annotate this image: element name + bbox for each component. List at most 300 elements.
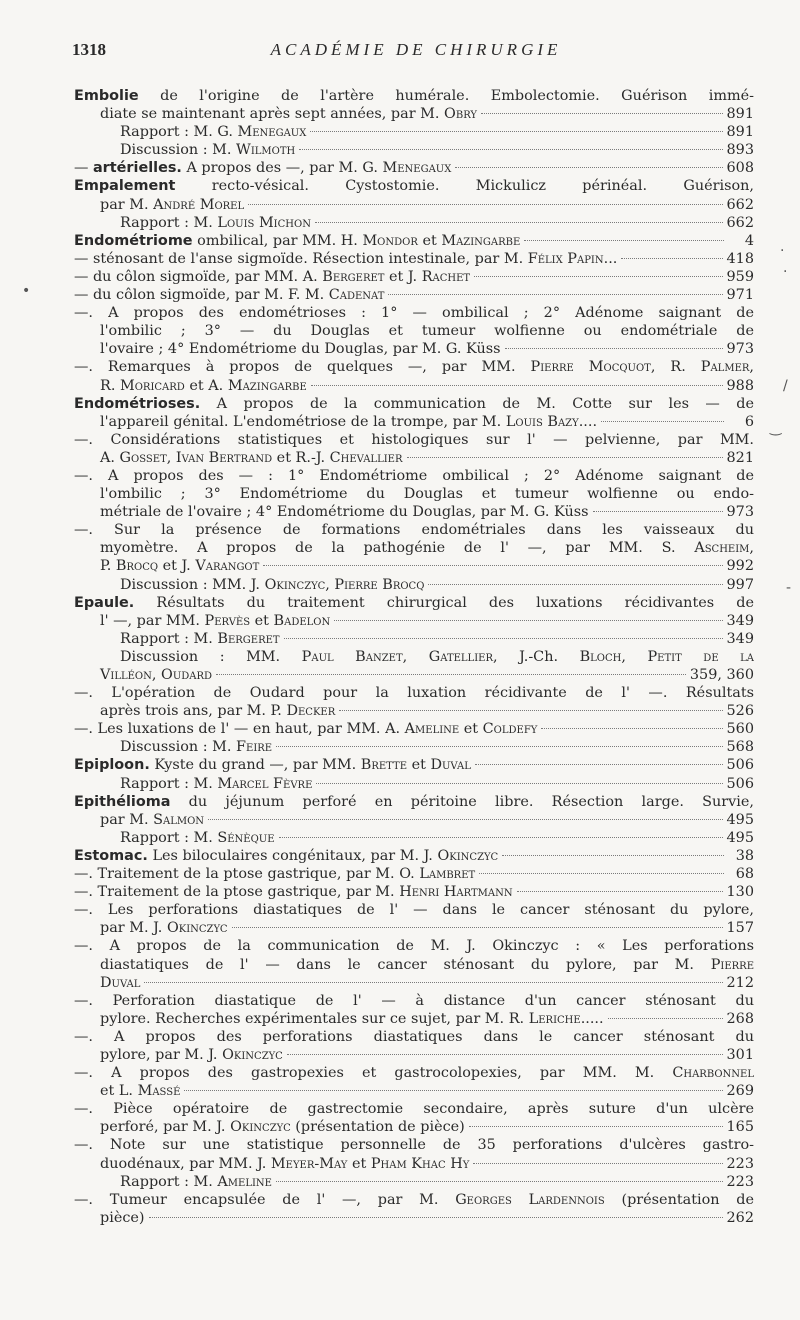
entry-line — [74, 756, 754, 774]
entry-line — [74, 1191, 754, 1209]
author-name: Duval — [430, 757, 471, 774]
dot-leader — [287, 1054, 723, 1055]
entry-text — [100, 1046, 283, 1064]
page-reference: 6 — [744, 413, 754, 430]
dot-leader — [310, 131, 722, 132]
entry-text — [74, 522, 754, 538]
entry-text-run: , — [325, 576, 335, 593]
entry-text-run: — du côlon sigmoïde, par M. F. M. — [74, 287, 329, 304]
author-name: Sénèque — [217, 829, 275, 846]
entry-text-run: — du côlon sigmoïde, par MM. A. — [74, 268, 323, 285]
entry-line — [74, 485, 754, 503]
entry-text-run: Résultats du traitement chirurgical des luxations récidivantes de — [134, 594, 754, 611]
entry-line — [74, 1118, 754, 1136]
entry-text-run: P. — [100, 558, 116, 575]
entry-line — [74, 232, 754, 250]
entry-text — [100, 702, 335, 720]
entry-text-run: — — [74, 160, 93, 177]
page-reference: 506 — [726, 775, 754, 792]
entry-line — [74, 738, 754, 756]
author-name: Feire — [236, 739, 273, 756]
entry-text-run: Rapport : M. — [120, 214, 218, 231]
entry-line — [74, 196, 754, 214]
entry-line — [74, 630, 754, 648]
entry-text — [100, 811, 204, 829]
index-entry — [74, 232, 754, 250]
entry-text-run: Rapport : M. — [120, 775, 218, 792]
dot-leader — [144, 982, 722, 983]
author-name: Obry — [444, 106, 478, 123]
entry-line — [74, 648, 754, 666]
entry-line — [74, 250, 754, 268]
entry-line — [74, 557, 754, 575]
author-name: Ivan Bertrand — [175, 449, 273, 466]
entry-text-run: et — [417, 232, 442, 249]
entry-text-run: métriale de l'ovaire ; 4° Endométriome du Douglas, par M. G. Küss — [100, 504, 589, 521]
page-reference: 495 — [726, 811, 754, 828]
entry-text — [74, 720, 537, 738]
index-entry — [74, 865, 754, 883]
index-entry — [74, 1064, 754, 1100]
dot-leader — [505, 348, 723, 349]
entry-text-run: diate se maintenant après sept années, par M. — [100, 106, 445, 123]
entry-line — [74, 829, 754, 847]
entry-text — [120, 214, 311, 232]
author-name: Brette — [360, 757, 408, 774]
index-entry — [74, 1136, 754, 1190]
page-reference: 68 — [735, 866, 754, 883]
entry-text — [100, 196, 244, 214]
entry-text-run: R. — [100, 377, 120, 394]
entry-text — [120, 630, 280, 648]
author-name: Charbonnel — [672, 1065, 754, 1082]
index-entry — [74, 883, 754, 901]
entry-line — [74, 177, 754, 195]
author-name: André Morel — [153, 196, 245, 213]
author-name: Bloch — [579, 648, 622, 665]
page-reference: 268 — [726, 1010, 754, 1027]
page-reference: 568 — [726, 739, 754, 756]
entry-text — [100, 1082, 180, 1100]
entry-text-run: pylore, par M. J. — [100, 1046, 223, 1063]
entry-text — [100, 377, 307, 395]
entry-text-run: diastatiques de l' — dans le cancer sténosant du pylore, par M. — [100, 956, 711, 973]
entry-text-run: A propos de la communication de M. Cotte sur les — de — [200, 395, 754, 412]
entry-text-run: Discussion : M. — [120, 739, 237, 756]
index-entry — [74, 1191, 754, 1227]
entry-line — [74, 901, 754, 919]
entry-line — [74, 720, 754, 738]
entry-line — [74, 467, 754, 485]
entry-text-run: par M. J. — [100, 920, 167, 937]
page-reference: 821 — [726, 449, 754, 466]
entry-text — [120, 576, 424, 594]
entry-text-run: —. Sur la présence de formations endométriales dans les vaisseaux du — [74, 522, 754, 539]
index-entry — [74, 847, 754, 865]
author-name: Paul Banzet — [301, 648, 403, 665]
entry-text-run: , — [166, 449, 176, 466]
page-reference: 223 — [726, 1173, 754, 1190]
entry-line — [74, 847, 754, 865]
entry-text — [100, 919, 228, 937]
entry-text-run: perforé, par M. J. — [100, 1119, 231, 1136]
entry-text — [120, 1173, 272, 1191]
entry-line — [74, 268, 754, 286]
page-reference: 506 — [726, 757, 754, 774]
dot-leader — [149, 1217, 723, 1218]
entry-text — [100, 612, 330, 630]
entry-text-run: l'ovaire ; 4° Endométriome du Douglas, par M. G. Küss — [100, 341, 501, 358]
index-entry — [74, 937, 754, 991]
margin-mark: ‿ — [770, 420, 782, 436]
entry-text — [120, 738, 272, 756]
dot-leader — [276, 746, 722, 747]
entry-line — [74, 1010, 754, 1028]
entry-line — [74, 395, 754, 413]
entry-line — [74, 612, 754, 630]
entry-text — [74, 305, 754, 321]
dot-leader — [316, 783, 722, 784]
entry-text — [74, 847, 498, 865]
dot-leader — [279, 837, 723, 838]
author-name: Villéon — [100, 667, 152, 683]
page-reference: 269 — [726, 1083, 754, 1100]
entry-text — [74, 794, 754, 810]
entry-text — [74, 938, 754, 954]
page-reference: 893 — [726, 142, 754, 159]
entry-text-run: l'ombilic ; 3° — du Douglas et tumeur wolfienne ou endométriale de — [100, 323, 754, 340]
index-entry — [74, 992, 754, 1028]
index-entry — [74, 177, 754, 231]
dot-leader — [428, 584, 722, 585]
entry-line — [74, 503, 754, 521]
entry-line — [74, 1136, 754, 1154]
author-name: Okinczyc — [264, 576, 326, 593]
dot-leader — [299, 149, 722, 150]
author-name: Bergeret — [322, 268, 385, 285]
page-reference: 662 — [726, 196, 754, 213]
index-entry — [74, 720, 754, 756]
author-name: Meyer-May — [270, 1155, 348, 1172]
entry-line — [74, 775, 754, 793]
index-entry — [74, 793, 754, 847]
index-entry — [74, 756, 754, 792]
author-name: Leriche — [528, 1010, 581, 1027]
index-entry — [74, 286, 754, 304]
entry-text-run: —. Perforation diastatique de l' — à distance d'un cancer sténosant du — [74, 992, 754, 1009]
entry-text — [74, 159, 451, 177]
entry-text-run: —. A propos des endométrioses : 1° — ombilical ; 2° Adénome saignant de — [74, 305, 754, 322]
margin-mark: · — [783, 264, 788, 280]
entry-text-run: et J. — [158, 558, 196, 575]
author-name: Mazingarbe — [227, 377, 307, 394]
page-header — [72, 40, 760, 66]
page-reference: 988 — [726, 377, 754, 394]
entry-text-run: l' —, par MM. — [100, 612, 205, 629]
entry-text — [100, 105, 477, 123]
entry-text-run: —. Remarques à propos de quelques —, par MM. — [74, 359, 531, 376]
author-name: Decker — [286, 703, 336, 720]
page-reference: 349 — [726, 612, 754, 629]
entry-text — [120, 829, 275, 847]
entry-text — [100, 557, 259, 575]
dot-leader — [479, 873, 724, 874]
index-entry — [74, 431, 754, 467]
entry-text — [74, 232, 520, 250]
entry-line — [74, 883, 754, 901]
entry-line — [74, 1173, 754, 1191]
author-name: Chevallier — [329, 449, 403, 466]
entry-text-run: —. Pièce opératoire de gastrectomie secondaire, après suture d'un ulcère — [74, 1101, 754, 1118]
entry-text-run: , — [749, 359, 754, 376]
index-entry — [74, 358, 754, 394]
author-name: Moricard — [119, 377, 185, 394]
entry-line — [74, 1209, 754, 1227]
entry-text-run: Rapport : M. — [120, 1173, 218, 1190]
page-reference: 891 — [726, 106, 754, 123]
author-name: Badelon — [273, 612, 331, 629]
author-name: Mondor — [362, 232, 418, 249]
entry-text-run: par M. — [100, 811, 154, 828]
entry-line — [74, 413, 754, 431]
entry-text-run: —. A propos des perforations diastatiques dans le cancer sténosant du — [74, 1028, 754, 1045]
entry-text-run: —. Les perforations diastatiques de l' — dans le cancer sténosant du pylore, — [74, 902, 754, 919]
entry-line — [74, 141, 754, 159]
entry-line — [74, 340, 754, 358]
entry-text — [74, 250, 617, 268]
dot-leader — [593, 511, 723, 512]
entry-text — [100, 323, 754, 339]
entry-line — [74, 919, 754, 937]
author-name: Salmon — [153, 811, 205, 828]
entry-text-run: pièce) — [100, 1209, 145, 1226]
entry-text — [74, 178, 754, 194]
page-reference: 959 — [726, 268, 754, 285]
entry-text — [120, 141, 295, 159]
author-name: Pierre — [710, 956, 754, 973]
author-name: Ascheim — [694, 540, 750, 557]
entry-text — [100, 413, 597, 431]
entry-text — [74, 268, 470, 286]
dot-leader — [284, 638, 723, 639]
author-name: Pervès — [204, 612, 251, 629]
entry-line — [74, 105, 754, 123]
entry-text-run: Discussion : MM. — [120, 648, 302, 665]
index-entry — [74, 901, 754, 937]
entry-line — [74, 666, 754, 684]
entry-text — [120, 649, 754, 665]
author-name: Mazingarbe — [441, 232, 521, 249]
entry-line — [74, 865, 754, 883]
page-reference: 973 — [726, 504, 754, 521]
entry-text — [74, 396, 754, 412]
entry-text — [74, 1137, 754, 1153]
entry-text-run: l'ombilic ; 3° Endométriome du Douglas et tumeur wolfienne ou endo- — [100, 486, 754, 503]
dot-leader — [481, 113, 723, 114]
margin-mark: · — [780, 243, 785, 259]
index-entry — [74, 395, 754, 431]
entry-text — [100, 540, 754, 556]
entry-line — [74, 684, 754, 702]
entry-line — [74, 974, 754, 992]
author-name: Rachet — [421, 268, 471, 285]
entry-text-run: et — [459, 721, 483, 738]
author-name: Menegaux — [237, 124, 307, 141]
index-entry — [74, 159, 754, 177]
author-name: Varangot — [195, 558, 260, 575]
page-reference: 349 — [726, 630, 754, 647]
entry-text — [100, 1209, 145, 1227]
index-entry — [74, 87, 754, 159]
dot-leader — [469, 1126, 723, 1127]
entry-text — [100, 340, 501, 358]
dot-leader — [621, 258, 722, 259]
dot-leader — [455, 167, 722, 168]
page-reference: 223 — [726, 1155, 754, 1172]
entry-text-run: —. A propos des gastropexies et gastrocolopexies, par MM. M. — [74, 1065, 673, 1082]
author-name: Pierre Brocq — [334, 576, 425, 593]
entry-line — [74, 358, 754, 376]
running-title: ACADÉMIE DE CHIRURGIE — [270, 40, 562, 59]
entry-line — [74, 1100, 754, 1118]
entry-text-run: , — [621, 648, 648, 665]
entry-text-run: — sténosant de l'anse sigmoïde. Résection intestinale, par M. — [74, 250, 528, 267]
entry-text-run: pylore. Recherches expérimentales sur ce sujet, par M. R. — [100, 1010, 529, 1027]
page-reference: 891 — [726, 124, 754, 141]
author-name: Henri Hartmann — [399, 884, 513, 901]
dot-leader — [276, 1181, 723, 1182]
entry-line — [74, 1046, 754, 1064]
dot-leader — [407, 457, 723, 458]
entry-text-run: —. Tumeur encapsulée de l' —, par M. — [74, 1191, 456, 1208]
dot-leader — [502, 855, 724, 856]
page-reference: 560 — [726, 721, 754, 738]
page-reference: 359, 360 — [689, 667, 754, 683]
entry-text-run: Rapport : M. — [120, 829, 218, 846]
page-reference: 212 — [726, 974, 754, 991]
entry-text-run: et R.-J. — [272, 449, 330, 466]
entry-text-run: ombilical, par MM. H. — [192, 232, 363, 249]
entry-heading: Epaule. — [74, 594, 135, 611]
entry-text-run: recto-vésical. Cystostomie. Mickulicz périnéal. Guérison, — [175, 178, 754, 195]
entry-text — [100, 449, 403, 467]
entry-heading: Estomac. — [74, 847, 148, 864]
entry-text — [100, 974, 140, 992]
entry-text — [100, 486, 754, 502]
entry-text-run: Discussion : M. — [120, 142, 237, 159]
entry-text-run: et J. — [384, 268, 422, 285]
dot-leader — [524, 240, 724, 241]
entry-text-run: et — [250, 612, 274, 629]
entry-text — [74, 468, 754, 484]
entry-text-run: de l'origine de l'artère humérale. Embolectomie. Guérison immé- — [138, 88, 754, 104]
entry-text — [74, 1192, 754, 1208]
entry-text — [74, 993, 754, 1009]
entry-text — [74, 902, 754, 918]
dot-leader — [541, 728, 722, 729]
page-reference: 992 — [726, 558, 754, 575]
entry-text-run: Rapport : M. — [120, 630, 218, 647]
dot-leader — [601, 421, 724, 422]
entry-text-run: —. A propos de la communication de M. J. Okinczyc : « Les perforations — [74, 938, 754, 955]
author-name: Louis Bazy — [505, 413, 579, 430]
dot-leader — [248, 204, 722, 205]
dot-leader — [334, 620, 722, 621]
entry-text-run: , — [151, 667, 162, 683]
page-reference: 165 — [726, 1119, 754, 1136]
entry-text — [100, 957, 754, 973]
author-name: Okinczyc — [230, 1119, 291, 1136]
entry-text-run: A propos des —, par M. G. — [181, 160, 383, 177]
entry-text-run: ... — [603, 250, 618, 267]
entry-line — [74, 956, 754, 974]
entry-text-run: .... — [578, 413, 598, 430]
dot-leader — [216, 674, 686, 675]
author-name: Louis Michon — [217, 214, 311, 231]
entry-text — [74, 1065, 754, 1081]
entry-text-run: (présentation de pièce) — [290, 1119, 465, 1136]
entry-heading: Embolie — [74, 88, 139, 104]
entry-line — [74, 449, 754, 467]
entry-text-run: —. Traitement de la ptose gastrique, par M. O. — [74, 866, 420, 883]
page-reference: 4 — [744, 232, 754, 249]
entry-line — [74, 1082, 754, 1100]
entry-line — [74, 594, 754, 612]
dot-leader — [608, 1018, 723, 1019]
dot-leader — [232, 927, 723, 928]
entry-text — [120, 123, 306, 141]
entry-text-run: ..... — [580, 1010, 604, 1027]
author-name: Okinczyc — [166, 920, 228, 937]
page-reference: 262 — [726, 1209, 754, 1226]
author-name: Brocq — [115, 558, 159, 575]
page-reference: 608 — [726, 160, 754, 177]
author-name: Georges Lardennois — [455, 1191, 605, 1208]
author-name: Palmer — [700, 359, 750, 376]
page-reference: 38 — [735, 847, 754, 864]
author-name: Okinczyc — [437, 847, 499, 864]
entry-line — [74, 159, 754, 177]
author-name: Cadenat — [328, 287, 385, 304]
author-name: Petit de la — [647, 648, 754, 665]
entry-text — [74, 595, 754, 611]
entry-text — [74, 685, 754, 701]
dot-leader — [184, 1090, 722, 1091]
entry-heading: Epithélioma — [74, 793, 171, 810]
dot-leader — [474, 276, 722, 277]
entry-text — [74, 1029, 754, 1045]
author-name: Okinczyc — [222, 1046, 283, 1063]
author-name: Pierre Mocquot — [530, 359, 651, 376]
page-reference: 495 — [726, 829, 754, 846]
entry-text — [100, 1010, 604, 1028]
entry-text — [100, 666, 212, 684]
entry-text-run: , — [402, 648, 429, 665]
entry-text-run: du jéjunum perforé en péritoine libre. Résection large. Survie, — [170, 793, 754, 810]
dot-leader — [473, 1163, 722, 1164]
index-entry — [74, 304, 754, 358]
author-name: Marcel Fèvre — [217, 775, 313, 792]
entry-text — [100, 1155, 469, 1173]
author-name: Gatellier — [428, 648, 493, 665]
index-entry — [74, 467, 754, 521]
author-name: Ameline — [217, 1173, 272, 1190]
dot-leader — [339, 710, 722, 711]
entry-text-run: , R. — [650, 359, 701, 376]
dot-leader — [263, 565, 722, 566]
margin-mark: - — [786, 580, 792, 596]
page-reference: 418 — [726, 250, 754, 267]
